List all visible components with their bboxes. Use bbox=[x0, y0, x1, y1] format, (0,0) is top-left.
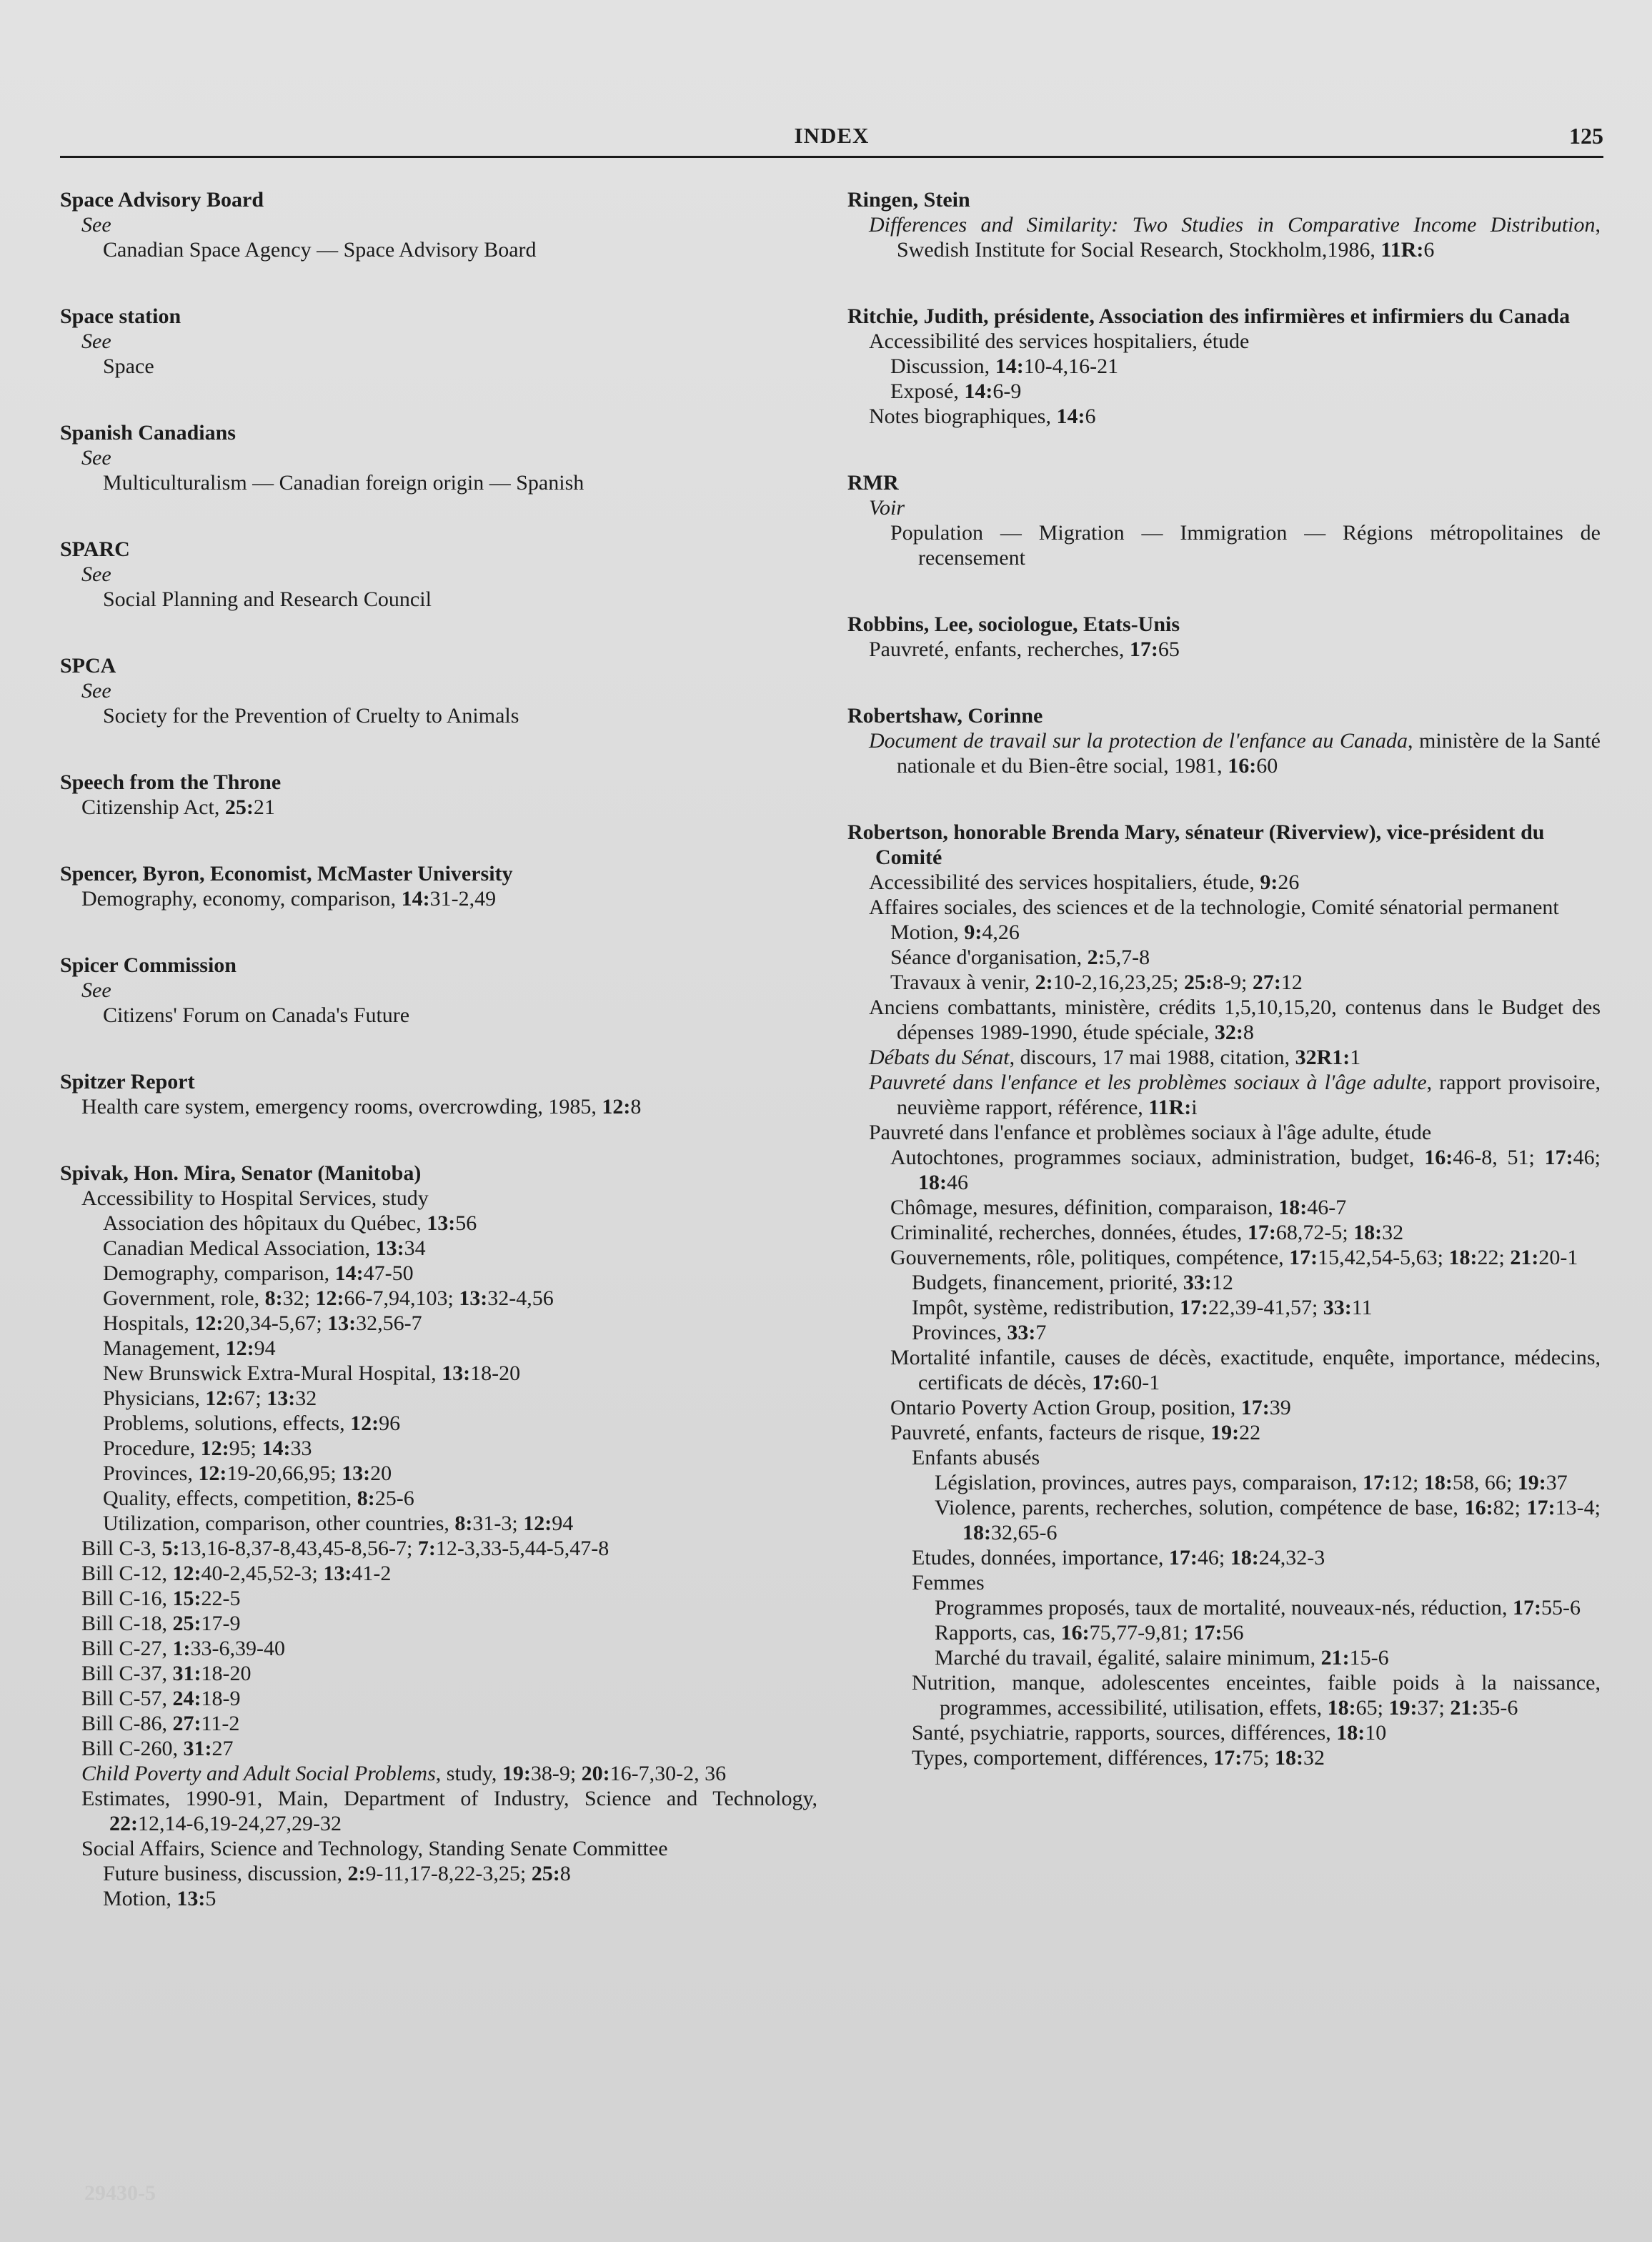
index-subentry: Quality, effects, competition, 8:25-6 bbox=[103, 1487, 414, 1510]
index-subentry: Rapports, cas, 16:75,77-9,81; 17:56 bbox=[935, 1621, 1244, 1645]
index-subentry: Procedure, 12:95; 14:33 bbox=[103, 1437, 312, 1460]
index-subentry: Bill C-86, 27:11-2 bbox=[81, 1712, 240, 1735]
index-subentry: Bill C-18, 25:17-9 bbox=[81, 1612, 241, 1635]
index-subentry: Santé, psychiatrie, rapports, sources, différences, 18:10 bbox=[912, 1721, 1387, 1745]
index-subentry: Demography, economy, comparison, 14:31-2,49 bbox=[81, 887, 497, 911]
index-subentry: Citizens' Forum on Canada's Future bbox=[103, 1003, 410, 1027]
page-number: 125 bbox=[1569, 123, 1603, 149]
work-title: Pauvreté dans l'enfance et les problèmes sociaux à l'âge adulte bbox=[869, 1071, 1427, 1094]
index-subentry: Physicians, 12:67; 13:32 bbox=[103, 1387, 317, 1410]
index-subentry: New Brunswick Extra-Mural Hospital, 13:18-20 bbox=[103, 1361, 521, 1385]
index-entry bbox=[60, 1069, 817, 1119]
entry-heading: Spivak, Hon. Mira, Senator (Manitoba) bbox=[60, 1161, 422, 1185]
index-subentry: Society for the Prevention of Cruelty to Animals bbox=[103, 704, 519, 728]
index-subentry: See bbox=[81, 446, 111, 470]
entry-heading: SPCA bbox=[60, 654, 116, 678]
index-subentry: Pauvreté dans l'enfance et les problèmes sociaux à l'âge adulte, rapport provisoire, neuvième rapport, référence, 11R:i bbox=[869, 1071, 1601, 1119]
index-subentry: See bbox=[81, 978, 111, 1002]
index-subentry: Criminalité, recherches, données, études, 17:68,72-5; 18:32 bbox=[890, 1221, 1404, 1244]
index-subentry: Provinces, 33:7 bbox=[912, 1321, 1047, 1344]
index-subentry: Accessibility to Hospital Services, study bbox=[81, 1186, 429, 1210]
index-entry bbox=[60, 1161, 817, 1911]
index-subentry: Bill C-12, 12:40-2,45,52-3; 13:41-2 bbox=[81, 1562, 392, 1585]
index-subentry: Bill C-3, 5:13,16-8,37-8,43,45-8,56-7; 7:12-3,33-5,44-5,47-8 bbox=[81, 1537, 609, 1560]
index-entry bbox=[60, 861, 817, 911]
index-subentry: Utilization, comparison, other countries, 8:31-3; 12:94 bbox=[103, 1512, 574, 1535]
index-entry bbox=[847, 187, 1601, 262]
index-subentry: See bbox=[81, 679, 111, 703]
index-entry bbox=[847, 304, 1601, 429]
index-subentry: Pauvreté, enfants, recherches, 17:65 bbox=[869, 638, 1180, 661]
entry-heading: SPARC bbox=[60, 537, 130, 561]
index-subentry: Pauvreté dans l'enfance et problèmes sociaux à l'âge adulte, étude bbox=[869, 1121, 1432, 1144]
index-subentry: Chômage, mesures, définition, comparaison, 18:46-7 bbox=[890, 1196, 1347, 1219]
index-subentry: Space bbox=[103, 354, 154, 378]
entry-heading: Space Advisory Board bbox=[60, 188, 264, 212]
index-subentry: Demography, comparison, 14:47-50 bbox=[103, 1261, 414, 1285]
entry-heading: Ringen, Stein bbox=[847, 188, 970, 212]
entry-heading: Robertson, honorable Brenda Mary, sénateur (Riverview), vice-président du Comité bbox=[847, 820, 1545, 869]
index-entry bbox=[847, 820, 1601, 1770]
index-subentry: Future business, discussion, 2:9-11,17-8,22-3,25; 25:8 bbox=[103, 1862, 571, 1885]
index-subentry: Provinces, 12:19-20,66,95; 13:20 bbox=[103, 1462, 392, 1485]
index-subentry: Accessibilité des services hospitaliers, étude bbox=[869, 329, 1250, 353]
index-subentry: Social Affairs, Science and Technology, Standing Senate Committee bbox=[81, 1837, 668, 1860]
index-entry bbox=[60, 420, 817, 495]
index-subentry: Problems, solutions, effects, 12:96 bbox=[103, 1412, 401, 1435]
work-title: Child Poverty and Adult Social Problems bbox=[81, 1762, 436, 1785]
index-entry bbox=[847, 470, 1601, 570]
entry-heading: Space station bbox=[60, 304, 181, 328]
entry-heading: Spitzer Report bbox=[60, 1070, 195, 1093]
index-subentry: Débats du Sénat, discours, 17 mai 1988, citation, 32R1:1 bbox=[869, 1046, 1361, 1069]
index-entry bbox=[847, 612, 1601, 662]
index-subentry: Bill C-260, 31:27 bbox=[81, 1737, 234, 1760]
entry-heading: Speech from the Throne bbox=[60, 770, 282, 794]
index-subentry: Violence, parents, recherches, solution, compétence de base, 16:82; 17:13-4; 18:32,65-6 bbox=[935, 1496, 1601, 1544]
index-subentry: Mortalité infantile, causes de décès, exactitude, enquête, importance, médecins, certificats de décès, 17:60-1 bbox=[890, 1346, 1601, 1394]
index-subentry: Accessibilité des services hospitaliers, étude, 9:26 bbox=[869, 870, 1300, 894]
index-subentry: Pauvreté, enfants, facteurs de risque, 19:22 bbox=[890, 1421, 1261, 1444]
index-subentry: Estimates, 1990-91, Main, Department of Industry, Science and Technology, 22:12,14-6,19-24,27,29-32 bbox=[81, 1787, 817, 1835]
index-subentry: Bill C-16, 15:22-5 bbox=[81, 1587, 241, 1610]
index-subentry: Bill C-57, 24:18-9 bbox=[81, 1687, 241, 1710]
index-subentry: Voir bbox=[869, 496, 905, 520]
index-subentry: Management, 12:94 bbox=[103, 1336, 276, 1360]
index-column-left bbox=[60, 187, 817, 1953]
index-subentry: Social Planning and Research Council bbox=[103, 587, 432, 611]
work-title: Document de travail sur la protection de l'enfance au Canada bbox=[869, 729, 1408, 753]
header-rule bbox=[60, 156, 1603, 158]
entry-heading: Robertshaw, Corinne bbox=[847, 704, 1043, 728]
index-subentry: Document de travail sur la protection de l'enfance au Canada, ministère de la Santé nationale et du Bien-être social, 1981, 16:60 bbox=[869, 729, 1601, 778]
index-subentry: Femmes bbox=[912, 1571, 985, 1594]
index-column-right bbox=[847, 187, 1601, 1812]
index-subentry: Programmes proposés, taux de mortalité, nouveaux-nés, réduction, 17:55-6 bbox=[935, 1596, 1581, 1620]
index-subentry: Enfants abusés bbox=[912, 1446, 1040, 1469]
index-subentry: Multiculturalism — Canadian foreign origin — Spanish bbox=[103, 471, 584, 495]
index-subentry: Notes biographiques, 14:6 bbox=[869, 405, 1096, 428]
index-subentry: Anciens combattants, ministère, crédits 1,5,10,15,20, contenus dans le Budget des dépenses 1989-1990, étude spéciale, 32:8 bbox=[869, 996, 1601, 1044]
index-subentry: Autochtones, programmes sociaux, administration, budget, 16:46-8, 51; 17:46; 18:46 bbox=[890, 1146, 1601, 1194]
index-subentry: Etudes, données, importance, 17:46; 18:24,32-3 bbox=[912, 1546, 1325, 1569]
index-subentry: Discussion, 14:10-4,16-21 bbox=[890, 354, 1119, 378]
entry-heading: Ritchie, Judith, présidente, Association des infirmières et infirmiers du Canada bbox=[847, 304, 1571, 328]
index-subentry: Motion, 13:5 bbox=[103, 1887, 217, 1910]
index-entry bbox=[60, 187, 817, 262]
index-subentry: Canadian Medical Association, 13:34 bbox=[103, 1236, 426, 1260]
index-entry bbox=[60, 653, 817, 728]
entry-heading: RMR bbox=[847, 471, 899, 495]
index-subentry: Séance d'organisation, 2:5,7-8 bbox=[890, 946, 1150, 969]
index-entry bbox=[60, 953, 817, 1028]
index-subentry: Health care system, emergency rooms, overcrowding, 1985, 12:8 bbox=[81, 1095, 642, 1118]
index-subentry: Affaires sociales, des sciences et de la technologie, Comité sénatorial permanent bbox=[869, 896, 1559, 919]
index-subentry: Bill C-37, 31:18-20 bbox=[81, 1662, 252, 1685]
index-subentry: Impôt, système, redistribution, 17:22,39-41,57; 33:11 bbox=[912, 1296, 1373, 1319]
index-subentry: Gouvernements, rôle, politiques, compétence, 17:15,42,54-5,63; 18:22; 21:20-1 bbox=[890, 1246, 1578, 1269]
work-title: Differences and Similarity: Two Studies in Comparative Income Distribution bbox=[869, 213, 1596, 237]
work-title: Débats du Sénat bbox=[869, 1046, 1010, 1069]
index-subentry: Travaux à venir, 2:10-2,16,23,25; 25:8-9; 27:12 bbox=[890, 971, 1303, 994]
index-entry bbox=[60, 304, 817, 379]
index-subentry: Canadian Space Agency — Space Advisory Board bbox=[103, 238, 537, 262]
index-subentry: Child Poverty and Adult Social Problems, study, 19:38-9; 20:16-7,30-2, 36 bbox=[81, 1762, 727, 1785]
index-subentry: Exposé, 14:6-9 bbox=[890, 380, 1022, 403]
index-subentry: Citizenship Act, 25:21 bbox=[81, 795, 275, 819]
index-subentry: Association des hôpitaux du Québec, 13:56 bbox=[103, 1211, 477, 1235]
index-subentry: Nutrition, manque, adolescentes enceintes, faible poids à la naissance, programmes, accessibilité, utilisation, effets, 18:65; 19:37; 21:35-6 bbox=[912, 1671, 1601, 1720]
entry-heading: Spencer, Byron, Economist, McMaster University bbox=[60, 862, 513, 886]
entry-heading: Spanish Canadians bbox=[60, 421, 236, 445]
index-subentry: See bbox=[81, 562, 111, 586]
index-subentry: Bill C-27, 1:33-6,39-40 bbox=[81, 1637, 285, 1660]
index-subentry: Differences and Similarity: Two Studies in Comparative Income Distribution, Swedish Institute for Social Research, Stockholm,1986, 11R:6 bbox=[869, 213, 1601, 262]
index-entry bbox=[847, 703, 1601, 778]
index-subentry: See bbox=[81, 329, 111, 353]
entry-heading: Spicer Commission bbox=[60, 953, 237, 977]
entry-heading: Robbins, Lee, sociologue, Etats-Unis bbox=[847, 612, 1180, 636]
index-subentry: Marché du travail, égalité, salaire minimum, 21:15-6 bbox=[935, 1646, 1389, 1670]
index-subentry: Population — Migration — Immigration — Régions métropolitaines de recensement bbox=[890, 521, 1601, 570]
index-subentry: Hospitals, 12:20,34-5,67; 13:32,56-7 bbox=[103, 1311, 422, 1335]
footer-stamp: 29430-5 bbox=[84, 2181, 156, 2205]
index-subentry: Types, comportement, différences, 17:75; 18:32 bbox=[912, 1746, 1325, 1770]
page-title: INDEX bbox=[794, 123, 870, 148]
page-header bbox=[60, 123, 1603, 160]
index-subentry: Ontario Poverty Action Group, position, 17:39 bbox=[890, 1396, 1291, 1419]
index-entry bbox=[60, 537, 817, 612]
index-subentry: Législation, provinces, autres pays, comparaison, 17:12; 18:58, 66; 19:37 bbox=[935, 1471, 1568, 1494]
index-subentry: Government, role, 8:32; 12:66-7,94,103; 13:32-4,56 bbox=[103, 1286, 554, 1310]
index-subentry: Motion, 9:4,26 bbox=[890, 921, 1020, 944]
index-subentry: See bbox=[81, 213, 111, 237]
index-entry bbox=[60, 770, 817, 820]
index-subentry: Budgets, financement, priorité, 33:12 bbox=[912, 1271, 1233, 1294]
